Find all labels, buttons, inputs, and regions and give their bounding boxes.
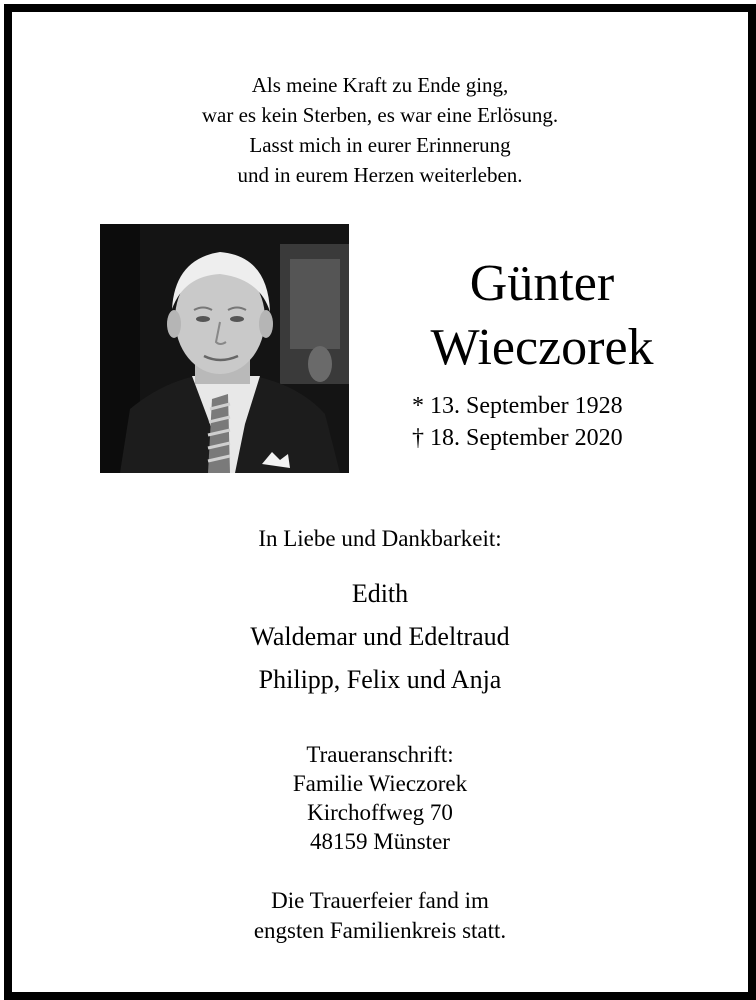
obituary-frame bbox=[4, 4, 756, 1000]
closing-line: Die Trauerfeier fand im bbox=[271, 888, 489, 913]
mourner-entry: Philipp, Felix und Anja bbox=[258, 665, 502, 694]
poem-line: Lasst mich in eurer Erinnerung bbox=[249, 133, 511, 157]
portrait-illustration bbox=[100, 224, 349, 473]
poem-line: Als meine Kraft zu Ende ging, bbox=[251, 73, 509, 97]
death-date: † 18. September 2020 bbox=[412, 425, 623, 451]
deceased-last-name: Wieczorek bbox=[430, 319, 654, 376]
address-name: Familie Wieczorek bbox=[292, 771, 468, 796]
address-street: Kirchoffweg 70 bbox=[307, 800, 453, 825]
mourner-entry: Waldemar und Edeltraud bbox=[250, 622, 510, 651]
deceased-first-name: Günter bbox=[469, 255, 615, 312]
memorial-poem bbox=[12, 70, 748, 190]
mourning-address bbox=[12, 740, 748, 856]
poem-line: war es kein Sterben, es war eine Erlösung. bbox=[201, 103, 559, 127]
address-label: Traueranschrift: bbox=[306, 742, 454, 767]
closing-note bbox=[12, 886, 748, 946]
address-city: 48159 Münster bbox=[310, 829, 450, 854]
mourners-list bbox=[12, 572, 748, 701]
closing-line: engsten Familienkreis statt. bbox=[253, 918, 507, 943]
mourner-entry: Edith bbox=[351, 579, 409, 608]
mourners-intro: In Liebe und Dankbarkeit: bbox=[258, 526, 502, 551]
portrait-photo bbox=[100, 224, 349, 473]
life-dates bbox=[412, 390, 623, 454]
poem-line: und in eurem Herzen weiterleben. bbox=[237, 163, 523, 187]
birth-date: * 13. September 1928 bbox=[412, 393, 623, 419]
